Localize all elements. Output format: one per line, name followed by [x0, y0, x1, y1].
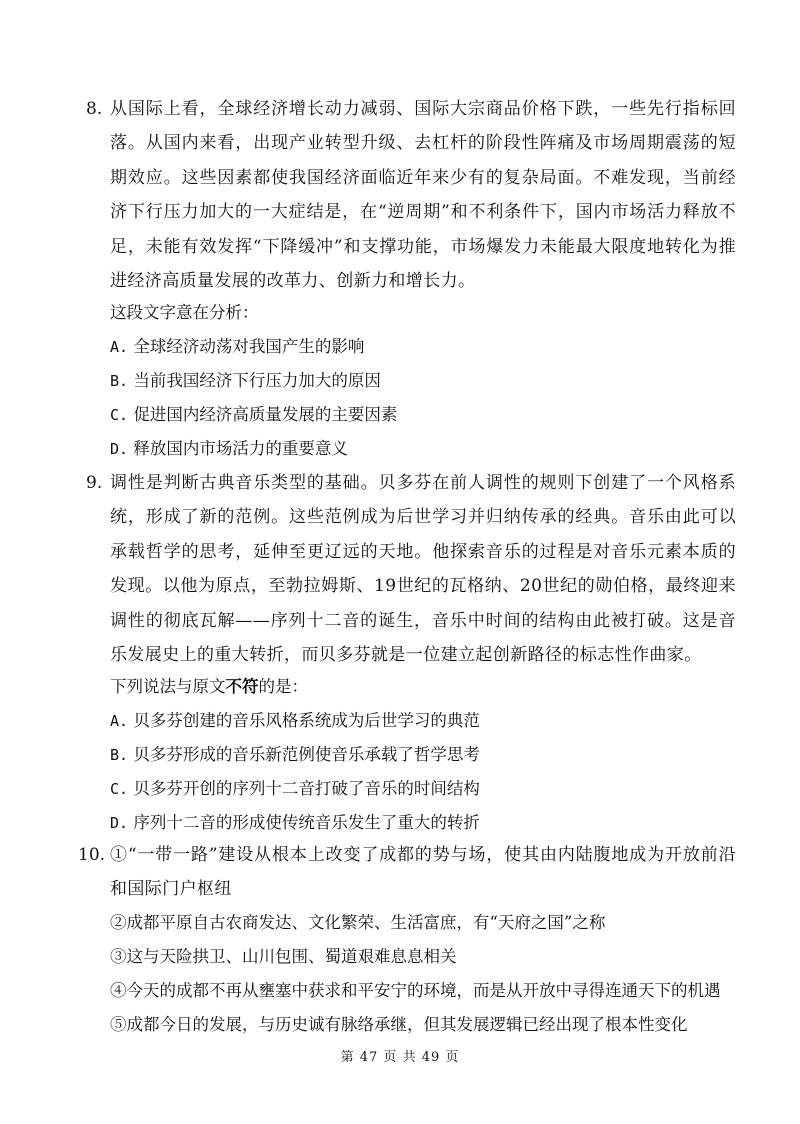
option-d[interactable] — [110, 806, 480, 840]
option-letter: D. — [110, 440, 129, 458]
option-text: 释放国内市场活力的重要意义 — [133, 439, 348, 458]
option-text: 贝多芬创建的音乐风格系统成为后世学习的典范 — [133, 711, 480, 730]
option-letter: C. — [110, 406, 129, 424]
option-c[interactable] — [110, 398, 397, 432]
option-a[interactable] — [110, 704, 480, 738]
sentence-item-4: ④今天的成都不再从壅塞中获求和平安宁的环境，而是从开放中寻得连通天下的机遇 — [110, 981, 721, 1000]
option-letter: B. — [110, 372, 129, 390]
option-c[interactable] — [110, 772, 480, 806]
question-number: 9. — [86, 473, 103, 493]
option-letter: D. — [110, 814, 129, 832]
option-text: 促进国内经济高质量发展的主要因素 — [133, 405, 398, 424]
sentence-item-3: ③这与天险拱卫、山川包围、蜀道艰难息息相关 — [110, 947, 457, 966]
question-prompt: 这段文字意在分析： — [110, 303, 259, 322]
question-9 — [86, 466, 736, 672]
prompt-text-after: 的是： — [258, 677, 308, 696]
option-letter: A. — [110, 338, 129, 356]
option-d[interactable] — [110, 432, 348, 466]
question-passage: 从国际上看，全球经济增长动力减弱、国际大宗商品价格下跌，一些先行指标回落。从国内来看，出现产业转型升级、去杠杆的阶段性阵痛及市场周期震荡的短期效应。这些因素都使我国经济面临近年来少有的复杂局面。不难发现，当前经济下行压力加大的一大症结是，在“逆周期”和不利条件下，国内市场活力释放不足，未能有效发挥“下降缓冲”和支撑功能，市场爆发力未能最大限度地转化为推进经济高质量发展的改革力、创新力和增长力。 — [110, 99, 736, 292]
option-text: 贝多芬形成的音乐新范例使音乐承载了哲学思考 — [133, 745, 480, 764]
option-b[interactable] — [110, 738, 480, 772]
option-letter: A. — [110, 712, 129, 730]
question-8 — [86, 92, 736, 298]
prompt-emphasis: 不符 — [225, 677, 259, 696]
option-letter: C. — [110, 780, 129, 798]
option-text: 序列十二音的形成使传统音乐发生了重大的转折 — [133, 813, 480, 832]
question-prompt — [110, 670, 308, 704]
question-number: 10. — [78, 845, 106, 865]
sentence-item-1: ①“一带一路”建设从根本上改变了成都的势与场，使其由内陆腹地成为开放前沿和国际门户枢纽 — [110, 845, 736, 900]
option-b[interactable] — [110, 364, 381, 398]
page-footer: 第 47 页 共 49 页 — [340, 1050, 460, 1065]
option-a[interactable] — [110, 330, 364, 364]
question-passage: 调性是判断古典音乐类型的基础。贝多芬在前人调性的规则下创建了一个风格系统，形成了新的范例。这些范例成为后世学习并归纳传承的经典。音乐由此可以承载哲学的思考，延伸至更辽远的天地。他探索音乐的过程是对音乐元素本质的发现。以他为原点，至勃拉姆斯、19世纪的瓦格纳、20世纪的勋伯格，最终迎来调性的彻底瓦解——序列十二音的诞生，音乐中时间的结构由此被打破。这是音乐发展史上的重大转折，而贝多芬就是一位建立起创新路径的标志性作曲家。 — [110, 473, 736, 666]
option-text: 贝多芬开创的序列十二音打破了音乐的时间结构 — [133, 779, 480, 798]
sentence-item-2: ②成都平原自古农商发达、文化繁荣、生活富庶，有“天府之国”之称 — [110, 913, 606, 932]
option-letter: B. — [110, 746, 129, 764]
question-number: 8. — [86, 99, 103, 119]
option-text: 全球经济动荡对我国产生的影响 — [133, 337, 365, 356]
sentence-item-5: ⑤成都今日的发展，与历史诚有脉络承继，但其发展逻辑已经出现了根本性变化 — [110, 1015, 688, 1034]
question-10 — [78, 838, 736, 907]
prompt-text-before: 下列说法与原文 — [110, 677, 226, 696]
option-text: 当前我国经济下行压力加大的原因 — [133, 371, 381, 390]
